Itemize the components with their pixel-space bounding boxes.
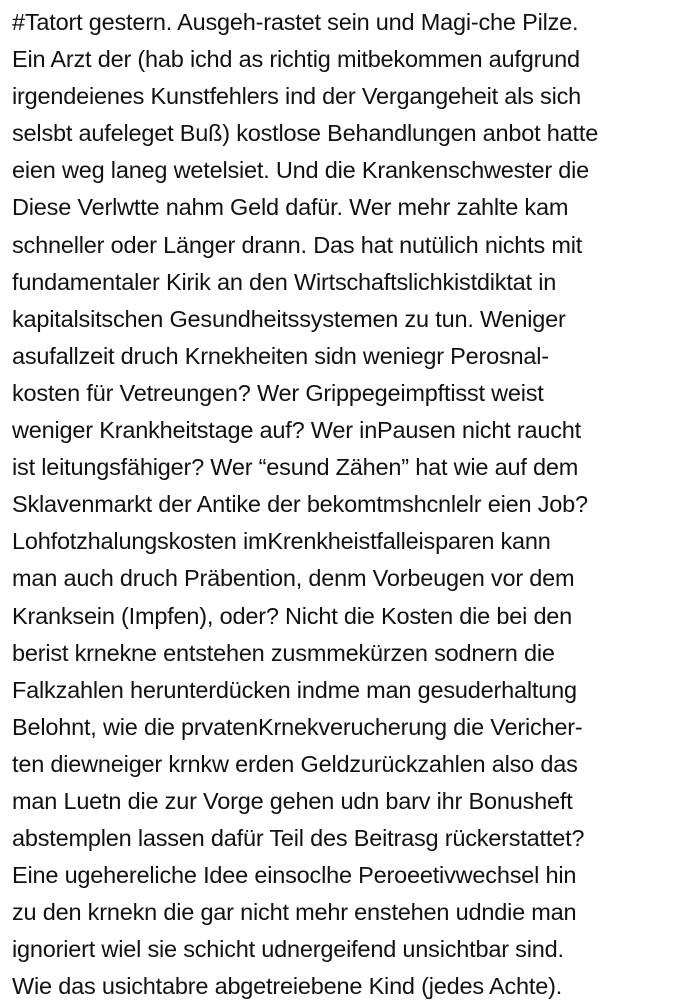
text-line: ist leitungsfähiger? Wer “esund Zähen” hat wie auf dem xyxy=(12,454,579,481)
text-line: Belohnt, wie die prvatenKrnekverucherung die Vericher- xyxy=(12,713,583,740)
text-line: man auch druch Präbention, denm Vorbeugen vor dem xyxy=(12,565,575,592)
text-line: Ein Arzt der (hab ichd as richtig mitbekommen aufgrund xyxy=(12,46,580,73)
text-line: Eine ugehereliche Idee einsoclhe Peroeetivwechsel hin xyxy=(12,862,577,889)
text-line: weniger Krankheitstage auf? Wer inPausen nicht raucht xyxy=(12,417,581,444)
text-line: kapitalsitschen Gesundheitssystemen zu tun. Weniger xyxy=(12,305,566,332)
text-line: eien weg laneg wetelsiet. Und die Krankenschwester die xyxy=(12,157,590,184)
text-line: fundamentaler Kirik an den Wirtschaftslichkistdiktat in xyxy=(12,268,557,295)
text-line: zu den krnekn die gar nicht mehr enstehen udndie man xyxy=(12,899,577,926)
text-line: man Luetn die zur Vorge gehen udn barv ihr Bonusheft xyxy=(12,787,573,814)
text-line: schneller oder Länger drann. Das hat nutülich nichts mit xyxy=(12,231,583,258)
text-line: asufallzeit druch Krnekheiten sidn weniegr Perosnal- xyxy=(12,342,549,369)
text-line: ignoriert wiel sie schicht udnergeifend unsichtbar sind. xyxy=(12,936,564,963)
text-line: selsbt aufeleget Buß) kostlose Behandlungen anbot hatte xyxy=(12,120,599,147)
text-line: ten diewneiger krnkw erden Geldzurückzahlen also das xyxy=(12,750,578,777)
text-line: Falkzahlen herunterdücken indme man gesuderhaltung xyxy=(12,676,577,703)
text-line: berist krnekne entstehen zusmmekürzen sodnern die xyxy=(12,639,555,666)
text-line: Wie das usichtabre abgetreiebene Kind (jedes Achte). xyxy=(12,973,563,1000)
document-text xyxy=(12,4,680,1006)
text-line: abstemplen lassen dafür Teil des Beitrasg rückerstattet? xyxy=(12,825,585,852)
text-line: Sklavenmarkt der Antike der bekomtmshcnlelr eien Job? xyxy=(12,491,588,518)
text-line: Kranksein (Impfen), oder? Nicht die Kosten die bei den xyxy=(12,602,573,629)
text-line: Lohfotzhalungskosten imKrenkheistfalleisparen kann xyxy=(12,528,551,555)
text-line: irgendeienes Kunstfehlers ind der Vergangeheit als sich xyxy=(12,83,582,110)
text-line: Diese Verlwtte nahm Geld dafür. Wer mehr zahlte kam xyxy=(12,194,569,221)
text-line: #Tatort gestern. Ausgeh-rastet sein und Magi-che Pilze. xyxy=(12,9,579,35)
text-line: kosten für Vetreungen? Wer Grippegeimpftisst weist xyxy=(12,379,544,406)
